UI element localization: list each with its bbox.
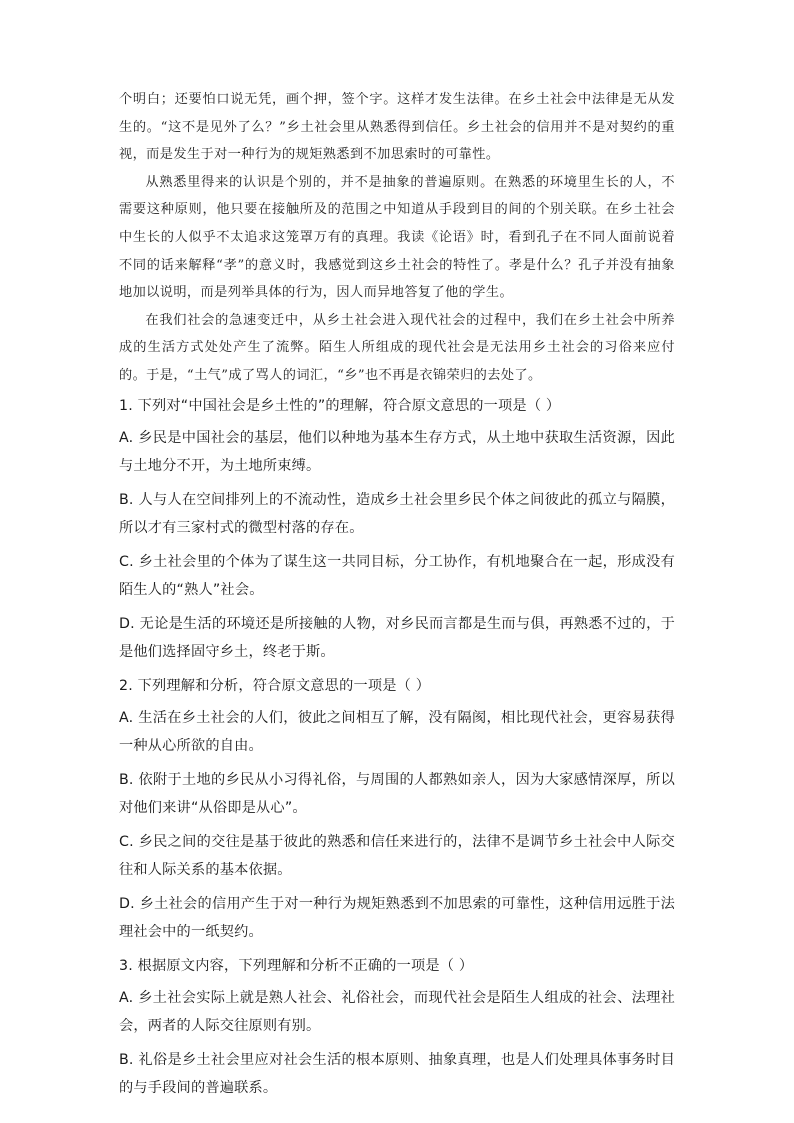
option-b: B. 礼俗是乡土社会里应对社会生活的根本原则、抽象真理，也是人们处理具体事务时目的与手段间的普遍联系。 (119, 1051, 675, 1096)
passage-paragraph: 个明白；还要怕口说无凭，画个押，签个字。这样才发生法律。在乡土社会中法律是无从发生的。“这不是见外了么？”乡土社会里从熟悉得到信任。乡土社会的信用并不是对契约的重视，而是发生于对一种行为的规矩熟悉到不加思索时的可靠性。 (119, 92, 675, 163)
question-stem: 2. 下列理解和分析，符合原文意思的一项是（ ） (119, 677, 431, 694)
passage-paragraph: 在我们社会的急速变迁中，从乡土社会进入现代社会的过程中，我们在乡土社会中所养成的生活方式处处产生了流弊。陌生人所组成的现代社会是无法用乡土社会的习俗来应付的。于是，“土气”成了骂人的词汇，“乡”也不再是衣锦荣归的去处了。 (119, 312, 675, 383)
question-stem: 1. 下列对“中国社会是乡土性的”的理解，符合原文意思的一项是（ ） (119, 397, 561, 414)
option-b: B. 人与人在空间排列上的不流动性，造成乡土社会里乡民个体之间彼此的孤立与隔膜，所以才有三家村式的微型村落的存在。 (119, 491, 675, 536)
option-a: A. 乡民是中国社会的基层，他们以种地为基本生存方式，从土地中获取生活资源，因此与土地分不开，为土地所束缚。 (119, 429, 675, 474)
question-list (119, 392, 675, 1102)
passage-paragraph: 从熟悉里得来的认识是个别的，并不是抽象的普遍原则。在熟悉的环境里生长的人，不需要这种原则，他只要在接触所及的范围之中知道从手段到目的间的个别关联。在乡土社会中生长的人似乎不太追求这笼罩万有的真理。我读《论语》时，看到孔子在不同人面前说着不同的话来解释“孝”的意义时，我感觉到这乡土社会的特性了。孝是什么？孔子并没有抽象地加以说明，而是列举具体的行为，因人而异地答复了他的学生。 (119, 174, 675, 301)
option-a: A. 乡土社会实际上就是熟人社会、礼俗社会，而现代社会是陌生人组成的社会、法理社会，两者的人际交往原则有别。 (119, 989, 675, 1034)
page-content (119, 86, 675, 1108)
question-3 (119, 952, 675, 1102)
option-b: B. 依附于土地的乡民从小习得礼俗，与周围的人都熟如亲人，因为大家感情深厚，所以对他们来讲“从俗即是从心”。 (119, 771, 675, 816)
question-2 (119, 672, 675, 946)
option-c: C. 乡民之间的交往是基于彼此的熟悉和信任来进行的，法律不是调节乡土社会中人际交往和人际关系的基本依据。 (119, 833, 675, 878)
question-1 (119, 392, 675, 666)
question-stem: 3. 根据原文内容，下列理解和分析不正确的一项是（ ） (119, 957, 474, 974)
option-d: D. 无论是生活的环境还是所接触的人物，对乡民而言都是生而与俱，再熟悉不过的，于是他们选择固守乡土，终老于斯。 (119, 615, 675, 660)
option-c: C. 乡土社会里的个体为了谋生这一共同目标，分工协作，有机地聚合在一起，形成没有陌生人的“熟人”社会。 (119, 553, 675, 598)
option-d: D. 乡土社会的信用产生于对一种行为规矩熟悉到不加思索的可靠性，这种信用远胜于法理社会中的一纸契约。 (119, 895, 675, 940)
option-a: A. 生活在乡土社会的人们，彼此之间相互了解，没有隔阂，相比现代社会，更容易获得一种从心所欲的自由。 (119, 709, 675, 754)
reading-passage (119, 86, 675, 390)
